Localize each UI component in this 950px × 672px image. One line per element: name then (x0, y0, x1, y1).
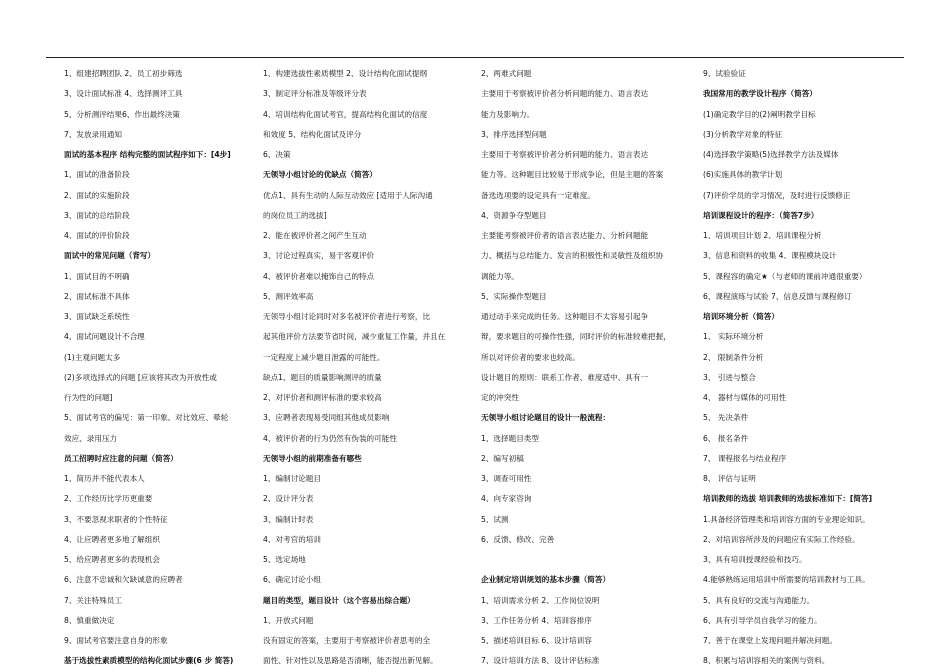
text-line: 6、决策 (263, 150, 291, 159)
text-line: 8、慎重做决定 (64, 615, 115, 625)
text-line: 4、被评价者难以掩饰自己的特点 (263, 271, 375, 281)
text-line: 主要用于考察被评价者分析问题的能力、语言表达 (481, 89, 649, 99)
text-line: 调能力等。 (481, 271, 519, 281)
text-line: 4、面试问题设计不合理 (64, 332, 145, 342)
text-line: (1)主观问题太多 (64, 352, 121, 362)
text-line: 面性、针对性以及思路是否清晰，能否提出新见解。 (263, 656, 438, 666)
text-line: 2、工作经历比学历更重要 (64, 494, 153, 504)
text-line: 5、分析测评结果6、作出最终决策 (64, 109, 180, 119)
column-3 (481, 64, 691, 672)
text-line: 能力及影响力。 (481, 109, 535, 119)
text-line: 3、面试缺乏系统性 (64, 312, 130, 321)
text-line: 5、课程容的确定★（与老师的课前冲通很重要） (703, 271, 867, 281)
text-line: 定的冲突性 (481, 393, 519, 402)
text-line: 5、实际操作型题目 (481, 291, 547, 301)
text-line: 6、确定讨论小组 (263, 575, 321, 585)
section-heading: 面试的基本程序 结构完整的面试程序如下：[4步] (64, 150, 231, 159)
text-line: 1、编制讨论题目 (263, 474, 321, 483)
text-line: 4、资源争夺型题目 (481, 210, 547, 220)
text-line: 1、面试的准备阶段 (64, 170, 130, 180)
text-line: 5、给应聘者更多的表现机会 (64, 555, 160, 564)
section-heading: 无领导小组讨论题目的设计一般流程： (481, 413, 611, 423)
text-line: 2、能在被评价者之间产生互动 (263, 231, 367, 240)
text-line: 1、开放式问题 (263, 615, 314, 625)
text-line: 8、积累与培训容相关的案例与资料。 (703, 656, 830, 666)
column-1 (64, 64, 274, 672)
text-line: 2、对评价者和测评标准的要求较高 (263, 393, 382, 402)
text-line: 4、被评价者的行为仍然有伪装的可能性 (263, 433, 397, 443)
text-line: 5、具有良好的交流与沟通能力。 (703, 595, 815, 605)
top-rule (46, 57, 904, 58)
text-line: 4.能够熟练运用培训中所需要的培训教材与工具。 (703, 575, 870, 585)
section-heading: 面试中的常见问题（背写） (64, 251, 156, 261)
text-line: 1.具备经济管理类和培训容方面的专业理论知识。 (703, 514, 870, 524)
text-line: 7、设计培训方法 8、设计评估标准 (481, 656, 600, 666)
column-2 (263, 64, 473, 672)
text-line: 1、选择题目类型 (481, 433, 539, 443)
text-line: (7)评价学员的学习情况，及时进行反馈修正 (703, 190, 851, 200)
text-line: 6、反馈、修改、完善 (481, 534, 555, 544)
text-line: 缺点1、题目的质量影响测评的质量 (263, 372, 382, 382)
section-heading: 无领导小组讨论的优缺点（简答） (263, 170, 377, 180)
text-line: 设计题目的原则：联系工作者、难度适中、具有一 (481, 372, 649, 382)
text-line: 5、测评效率高 (263, 291, 314, 301)
text-line: (6)实施具体的教学计划 (703, 170, 783, 180)
text-line: 6、课程演练与试验 7、信息反馈与课程修订 (703, 291, 852, 301)
text-line: 优点1、具有生动的人际互动效应 [适用于人际沟通 (263, 190, 433, 200)
text-line: 一定程度上减少题目泄露的可能性。 (263, 352, 385, 362)
section-heading: 培训环境分析（简答） (703, 312, 779, 321)
text-line: 3、具有培训授课经验和技巧。 (703, 555, 807, 564)
text-line: 1、组建招聘团队 2、员工初步筛选 (64, 69, 183, 78)
text-line: 5、面试考官的偏见：第一印象、对比效应、晕轮 (64, 413, 229, 423)
text-line: 4、让应聘者更多地了解组织 (64, 534, 160, 544)
section-heading: 员工招聘时应注意的问题（简答） (64, 453, 178, 463)
text-line: 1、培训需求分析 2、工作岗位说明 (481, 595, 600, 605)
text-line: 3、信息和资料的收集 4、课程模块设计 (703, 251, 837, 261)
text-line: 8、 评估与证明 (703, 474, 756, 483)
text-line: (4)选择教学策略(5)选择教学方法及媒体 (703, 150, 839, 159)
text-line: 7、善于在课堂上发现问题并解决问题。 (703, 636, 837, 645)
text-line: 3、面试的总结阶段 (64, 210, 130, 220)
text-line: 效应、录用压力 (64, 433, 118, 443)
text-line: 3、工作任务分析 4、培训容排序 (481, 615, 592, 625)
text-line: 备选选项要的设定具有一定难度。 (481, 190, 595, 200)
text-line: 3、 引进与整合 (703, 372, 756, 382)
text-line: 的岗位员工的选拔] (263, 210, 327, 220)
text-line: 3、不要忽视求职者的个性特征 (64, 514, 168, 524)
text-line: 9、面试考官要注意自身的形象 (64, 636, 168, 645)
text-line: 4、向专家咨询 (481, 494, 532, 504)
text-line: 2、面试的实施阶段 (64, 190, 130, 200)
text-line: 3、设计面试标准 4、选择测评工具 (64, 89, 183, 99)
text-line: 无领导小组讨论同时对多名被评价者进行考察，比 (263, 312, 431, 321)
section-heading: 培训教师的选拔 培训教师的选拔标准如下：[简答] (703, 494, 873, 504)
text-line: 6、注意不忠诚和欠缺诚意的应聘者 (64, 575, 183, 585)
text-line: 9、试验验证 (703, 69, 746, 78)
text-line: (3)分析教学对象的特征 (703, 129, 783, 139)
section-heading: 企业制定培训规划的基本步骤（简答） (481, 575, 611, 585)
text-line: 力、概括与总结能力、发言的积极性和灵敏性及组织协 (481, 251, 664, 261)
text-line: 行为性的问题] (64, 393, 113, 402)
section-heading: 基于选拔性素质模型的结构化面试步骤(6 步 简答) (64, 656, 234, 666)
section-heading: 培训课程设计的程序：（简答7步） (703, 210, 819, 220)
text-line: 3、编制计时表 (263, 514, 314, 524)
text-line: 起其他评价方法要节省时间，减少重复工作量，并且在 (263, 332, 446, 342)
text-line: 4、面试的评价阶段 (64, 231, 130, 240)
text-line: 2、设计评分表 (263, 494, 314, 504)
text-line: 2、对培训容所涉及的问题应有实际工作经验。 (703, 534, 860, 544)
text-line: 4、 器材与媒体的可用性 (703, 393, 787, 402)
text-line: 5、试测 (481, 514, 509, 524)
text-line: (2)多项选择式的问题 [应该将其改为开放性或 (64, 372, 217, 382)
text-line: 2、 限制条件分析 (703, 352, 764, 362)
text-line: 辩，要求题目的可操作性强，同时评价的标准较难把握， (481, 332, 671, 342)
text-line: 2、两难式问题 (481, 69, 532, 78)
text-line: 1、面试目的不明确 (64, 271, 130, 281)
text-line: 7、关注特殊员工 (64, 595, 122, 605)
text-line: 1、简历并不能代表本人 (64, 474, 145, 483)
text-line: 主要用于考察被评价者分析问题的能力、语言表达 (481, 150, 649, 159)
text-line: 4、对考官的培训 (263, 534, 321, 544)
text-line: 所以对评价者的要求也较高。 (481, 352, 580, 362)
text-line: 3、讨论过程真实，易于客观评价 (263, 251, 375, 261)
text-line: 能力等。这种题目比较易于形成争论，但是主题的答案 (481, 170, 664, 180)
text-line: 5、选定场地 (263, 555, 306, 564)
text-line: 通过动手来完成的任务。这种题目不太容易引起争 (481, 312, 649, 321)
text-line: (1)确定教学目的(2)阐明教学目标 (703, 109, 816, 119)
section-heading: 我国常用的教学设计程序（简答） (703, 89, 817, 99)
text-line: 主要能考察被评价者的语言表达能力、分析问题能 (481, 231, 649, 240)
text-line: 5、描述培训目标 6、设计培训容 (481, 636, 592, 645)
text-line: 和效度 5、结构化面试及评分 (263, 129, 362, 139)
column-4 (703, 64, 913, 672)
text-line: 3、制定评分标准及等级评分表 (263, 89, 367, 99)
text-line: 3、排序选择型问题 (481, 129, 547, 139)
text-line: 5、 先决条件 (703, 413, 749, 423)
text-line: 1、构建选拔性素质模型 2、设计结构化面试提纲 (263, 69, 427, 78)
text-line: 4、培训结构化面试考官，提高结构化面试的信度 (263, 109, 428, 119)
text-line: 7、发放录用通知 (64, 129, 122, 139)
text-line: 6、 报名条件 (703, 433, 749, 443)
text-line: 6、具有引导学员自我学习的能力。 (703, 615, 822, 625)
section-heading: 无领导小组的前期准备有哪些 (263, 453, 362, 463)
text-line: 1、 实际环境分析 (703, 332, 764, 342)
text-line: 2、面试标准不具体 (64, 291, 130, 301)
text-line: 7、 课程报名与结业程序 (703, 453, 787, 463)
text-line: 没有固定的答案，主要用于考察被评价者思考的全 (263, 636, 431, 645)
section-heading: 题目的类型，题目设计（这个容易出综合题） (263, 595, 415, 605)
text-line: 2、编写初稿 (481, 453, 524, 463)
text-line (481, 550, 691, 570)
text-line: 3、调查可用性 (481, 474, 532, 483)
text-line: 3、应聘者表现易受同组其他成员影响 (263, 413, 390, 423)
text-line: 1、培训项目计划 2、培训课程分析 (703, 231, 822, 240)
